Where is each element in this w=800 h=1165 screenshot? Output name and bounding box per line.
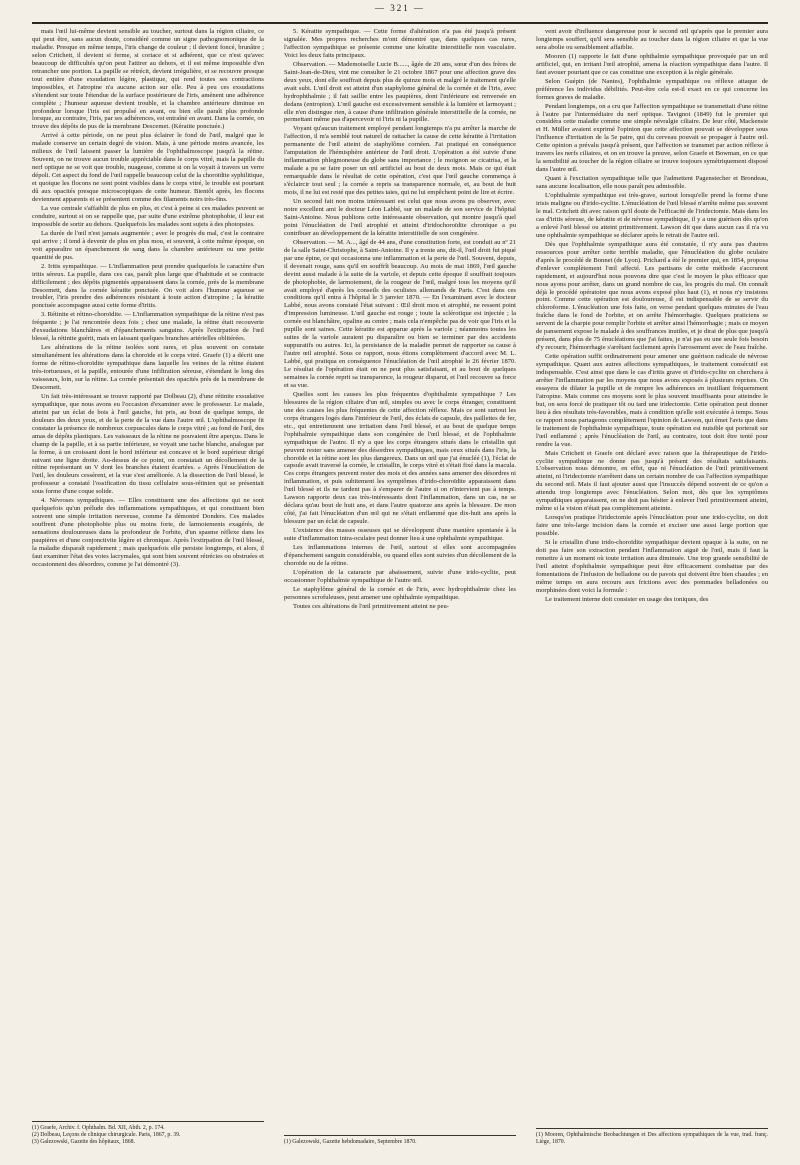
paragraph: Mais Critchett et Graefe ont déclaré avec raison que la thérapeutique de l'irido-cyclite sympathique ne donne pas jusqu'à présent des résultats satisfaisants. L'observation nous démontre, en effet, que ni l'énucléation de l'œil primitivement atteint, ni l'iridectomie n'arrêtent dans un certain nombre de cas l'affection sympathique du second œil. Mais il faut ajouter aussi que l'insuccès dépend souvent de ce qu'on a attendu trop longtemps avec l'énucléation. Selon moi, dès que les symptômes sympathiques apparaissent, on ne doit pas hésiter à enlever l'œil primitivement atteint, même si la vision n'était pas complètement atteinte.	[536, 449, 768, 513]
paragraph: Toutes ces altérations de l'œil primitivement atteint ne peu-	[293, 602, 449, 610]
header-rule	[32, 22, 768, 24]
paragraph: Lorsqu'on pratique l'iridectomie après l'énucléation pour une irido-cyclite, on doit faire une très-large incision dans la cornée et exciser une aussi large portion que possible.	[536, 514, 768, 538]
paragraph: Quant à l'excitation sympathique telle que l'admettent Pagenstecher et Brondeau, sans aucune localisation, elle nous paraît peu admissible.	[536, 175, 768, 191]
paragraph: Arrivé à cette période, on ne peut plus éclairer le fond de l'œil, malgré que le malade conserve un certain degré de vision. Mais, à une période moins avancée, les milieux de l'œil laissent passer la lumière de l'ophthalmoscope jusqu'à la rétine. Souvent, on ne trouve aucun trouble appréciable dans le corps vitré, mais la papille du nerf optique ne se voit que trouble, nuageuse, comme si on la voyait à travers un verre dépoli. Cet aspect du fond de l'œil rappelle beaucoup celui de la choroïdite syphilitique, et quoique les flocons ne sont point visibles dans le corps vitré, le trouble est pourtant dû aux opacités presque microscopiques de cette humeur. Bientôt après, les flocons deviennent apparents et se présentent comme des filaments noirs très-fins.	[32, 132, 264, 204]
paragraph: 3. Rétinite et rétino-choroïdite. — L'inflammation sympathique de la rétine n'est pas fréquente ; je l'ai rencontrée deux fois ; chez une malade, la rétine était recouverte d'exsudations blanchâtres et d'épanchements sanguins. Après l'extirpation de l'œil blessé, la rétinite guérit, mais en laissant quelques branches artérielles oblitérées.	[32, 311, 264, 343]
paragraph: mais l'œil lui-même devient sensible au toucher, surtout dans la région ciliaire, ce qui peut être, sans aucun doute, considéré comme un signe pathognomonique de la maladie. Presque en même temps, l'iris change de couleur ; il devient foncé, brunâtre ; selon Critchett, il devient si ferme, si coriace et si adhérent, que ce n'est qu'avec beaucoup de difficultés qu'on peut l'attirer au dehors, et il est même impossible d'en retrancher une portion. La papille se rétrécit, devient irrégulière, et se recouvre presque tout entière d'une exsudation légère, plastique, qui rend toutes ses contractions impossibles, et l'atropine n'a aucune action sur elle. Peu à peu ces exsudations s'étendent sur toute l'étendue de la surface postérieure de l'iris, amènent une adhérence complète ; l'humeur aqueuse devient trouble, et la chambre antérieure diminue en profondeur lorsque l'iris est propulsé en avant, ou bien elle paraît plus profonde lorsque, au contraire, l'iris, par ses adhérences, est entraîné en avant. Dans la cornée, on trouve des dépôts de pus de la membrane Descemet. (Kératite ponctuée.)	[32, 28, 264, 131]
paragraph: vent avoir d'influence dangereuse pour le second œil qu'après que le premier aura longtemps souffert, qu'il sera sensible au toucher dans la région ciliaire et que la vue sera abolie ou sensiblement affaiblie.	[536, 28, 768, 51]
paragraph: L'ophthalmie sympathique est très-grave, surtout lorsqu'elle prend la forme d'une irisis maligne ou d'irido-cyclite. L'énucléation de l'œil blessé n'arrête même pas souvent le mal. Critchett dit avec raison qu'il doute de l'efficacité de l'iridectomie. Mais dans les cas d'iritis séreuse, de kératite et de névrose sympathique, il y a une guérison dès qu'on a enlevé l'œil blessé ou atteint primitivement. Lawson dit que dans aucun cas il n'a vu une ophthalmie sympathique se déclarer après le retrait de l'autre œil.	[536, 192, 768, 239]
paragraph: La durée de l'œil n'est jamais augmentée ; avec le progrès du mal, c'est le contraire qui arrive ; il tend à devenir de plus en plus mou, et souvent, à cette même époque, on voit apparaître un épanchement de sang dans la chambre antérieure ou une petite quantité de pus.	[32, 229, 264, 261]
footnote: (1) Mooren, Ophthalmische Beobachtungen et Des affections sympathiques de la vue, trad. franç. Liège, 1870.	[536, 1132, 768, 1145]
footnotes-left	[32, 1121, 264, 1146]
footnotes-right	[536, 1128, 768, 1146]
paragraph: Voyant qu'aucun traitement employé pendant longtemps n'a pu arrêter la marche de l'affection, il m'a semblé tout naturel de rattacher la cause de cette kératite à l'irritation permanente de l'œil atteint de staphylôme cornéen. J'ai pratiqué en conséquence l'amputation de l'hémisphère antérieur de l'œil droit. L'opération a été suivie d'une inflammation phlegmoneuse du globe sans importance ; le moignon se cicatrisa, et la malade a pu se faire poser un œil artificiel au bout de deux mois. Mais ce qui était remarquable dans le résultat de cette opération, c'est que l'œil gauche commença à s'éclaircir tout seul ; la cornée a repris sa transparence normale, et, au bout de huit mois, il ne lui est resté que des petites taies, qui ne lui empêchent point de lire et écrire.	[284, 125, 516, 197]
text-column-middle	[284, 28, 516, 1152]
text-column-right	[536, 28, 768, 1152]
column-body	[32, 28, 264, 569]
paragraph: 5. Kératite sympathique. — Cette forme d'altération n'a pas été jusqu'à présent signalée. Mes propres recherches m'ont démontré que, dans quelques cas rares, l'affection sympathique se présente comme une kératite interstitielle non vasculaire. Voici les deux faits principaux.	[284, 28, 516, 59]
paragraph: Un second fait non moins intéressant est celui que nous avons pu observer, avec notre excellent ami le docteur Léon Labbé, sur un malade de son service de l'hôpital Saint-Antoine. Nous publions cette intéressante observation, qui montre jusqu'à quel point l'énucléation de l'œil atrophié et atteint d'iridochoroïdite chronique a pu contribuer au développement de la kératite interstitielle de son congénère.	[284, 198, 516, 237]
footnote: (1) Graefe, Archiv. f. Ophthalm. Bd. XII, Abth. 2, p. 174.	[32, 1125, 165, 1131]
page-number: — 321 —	[375, 3, 425, 13]
footnote: (2) Dolbeau, Leçons de clinique chirurgicale. Paris, 1867, p. 39.	[32, 1132, 181, 1138]
paragraph: La vue centrale s'affaiblit de plus en plus, et c'est à peine si ces malades peuvent se conduire, surtout si on se rappelle que, par suite d'une extrême photophobie, il leur est impossible de sortir au dehors. Quelquefois les malades sont sujets à des photopsies.	[32, 204, 264, 228]
column-body	[536, 28, 768, 604]
paragraph: Observation. — Mademoiselle Lucie B......, âgée de 20 ans, sœur d'un des frères de Saint-Jean-de-Dieu, vint me consulter le 21 octobre 1867 pour une affection grave des deux yeux, dont elle souffrait depuis plus de quinze mois et malgré le traitement qu'elle avait subi. L'œil droit est atteint d'un staphylome général de la cornée et de l'iris, avec hydrophthalmie ; il fait saillie entre les paupières, dont l'inférieure est renversée en dedans (entropion). L'œil gauche est excessivement sensible à la lumière et larmoyant ; elle n'en distingue rien, à cause d'une infiltration générale interstitielle de la cornée, ne permettant même pas d'apercevoir ni l'iris ni la pupille.	[284, 60, 516, 124]
paragraph: Le traitement interne doit consister en usage des toniques, des	[545, 595, 709, 603]
paragraph: Les altérations de la rétine isolées sont rares, et plus souvent on constate simultanément les altérations dans la choroïde et le corps vitré. Graefe (1) a décrit une forme de rétino-choroïdite sympathique dans laquelle les veines de la rétine étaient très-tortueuses, et la papille, entourée d'une infiltration séreuse, s'étendant le long des vaisseaux, loin, sur la rétine. La cornée présentait des opacités près de la membrane de Descemett.	[32, 344, 264, 391]
paragraph: Selon Guépin (de Nantes), l'ophthalmie sympathique ou réflexe attaque de préférence les individus débilités. Peut-être cela est-il exact en ce qui concerne les formes graves de maladie.	[536, 77, 768, 101]
paragraph: L'opération de la cataracte par abaissement, suivie d'une irido-cyclite, peut occasionner l'ophthalmie sympathique de l'autre œil.	[284, 568, 516, 584]
text-column-left	[32, 28, 264, 1152]
paragraph: L'existence des masses osseuses qui se développent d'une manière spontanée à la suite d'inflammation intra-oculaire peut donner lieu à une ophthalmie sympathique.	[284, 527, 516, 543]
paragraph: Mooren (1) rapporte le fait d'une ophthalmie sympathique provoquée par un œil artificiel, qui, en irritant l'œil atrophié, amena la réaction sympathique dans l'autre. Il faut avouer pourtant que ce cas constitue une exception à la règle générale.	[536, 52, 768, 76]
paragraph: Les inflammations internes de l'œil, surtout si elles sont accompagnées d'épanchement sanguin considérable, ou quand elles sont suivies d'un décollement de la choroïde ou de la rétine.	[284, 544, 516, 567]
paragraph: Dès que l'ophthalmie sympathique aura été constatée, il n'y aura pas d'autres ressources pour arrêter cette terrible maladie, que l'énucléation du globe oculaire d'après le procédé de Bonnet (de Lyon). Prichard a été le premier qui, en 1854, proposa d'enlever complètement l'œil affecté. Les partisans de cette méthode s'accrurent rapidement, et aujourd'hui nous pouvons dire que c'est le moyen le plus efficace que nous ayons pour arrêter, dans un grand nombre de cas, les progrès du mal. On connaît déjà le procédé opératoire que nous avons exposé plus haut (1), et nous n'y insistons point. Comme cette opération est douloureuse, il est indispensable de se servir du chloroforme. L'énucléation une fois faite, on verse pendant quelques minutes de l'eau fraîche dans le fond de l'orbite, et on arrête l'hémorrhagie. Quelques praticiens se servent de la charpie pour remplir l'orbite et arrêter ainsi l'hémorrhagie ; mais ce moyen de pansement expose le malade à des souffrances inutiles, et je dirai de plus que jusqu'à présent, dans plus de 75 énucléations que j'ai faites, je n'ai pas eu une seule fois besoin d'y recourir, l'hémorrhagie s'arrêtant facilement après l'arrosement avec de l'eau fraîche.	[536, 240, 768, 352]
column-body	[284, 28, 516, 611]
paragraph: Pendant longtemps, on a cru que l'affection sympathique se transmettait d'une rétine à l'autre par l'intermédiaire du nerf optique. Tavignot (1849) fut le premier qui considéra cette maladie comme une simple névralgie ciliaire. De leur côté, Mackensie et H. Müller avaient exprimé l'opinion que cette affection pouvait se développer sous l'influence d'irritation de la 5e paire, qui du cerveau pouvait se propager à l'autre œil. Cette opinion a prévalu jusqu'à présent, que l'affection se transmet par action réflexe à travers les nerfs ciliaires, et on en trouve la preuve, selon Graefe et Bowman, en ce que la sensibilité au toucher de la région ciliaire se trouve toujours symétriquement disposé dans l'autre œil.	[536, 102, 768, 174]
footnote: (3) Galezowski, Gazette des hôpitaux, 1868.	[32, 1139, 136, 1145]
paragraph: Un fait très-intéressant se trouve rapporté par Dolbeau (2), d'une rétinite exsudative sympathique, que nous avons eu l'occasion d'examiner avec le professeur. Le malade, atteint par un éclat de bois à l'œil gauche, fut pris, au bout de quelque temps, de douleurs des deux yeux, et de la perte de la vue dans l'autre œil. L'ophthalmoscope fit constater la présence de nombreux corpuscules dans le corps vitré ; au fond de l'œil, des amas de dépôts plastiques. Les vaisseaux de la rétine ne pouvaient être aperçus. Dans le champ de la papille, et à sa partie inférieure, se voyait une tache blanche, analogue par la forme, à un croissant dont le bord inférieur est concave et le bord supérieur dirigé suivant une ligne droite. Au-dessus de ce point, on constatait un décollement de la rétine représentant un V dont les branches étaient écartées. » Après l'énucléation de l'œil, les douleurs cessèrent, et la vue s'est améliorée. A la dissection de l'œil blessé, le professeur a constaté l'ossification du tissu cellulaire sous-rétinien qui se présentait sous forme d'une coque solide.	[32, 392, 264, 496]
paragraph: Le staphylôme général de la cornée et de l'iris, avec hydrophthalmie chez les personnes scrofuleuses, peut amener une ophthalmie sympathique.	[284, 585, 516, 601]
paragraph: Si le cristallin d'une irido-choroïdite sympathique devient opaque à la suite, on ne doit pas faire son extraction pendant l'inflammation aiguë de l'œil, mais il faut la remettre à un moment où toute irritation aura diminuée. Une trop grande sensibilité de l'œil atteint d'ophthalmie sympathique peut être efficacement combattue par des fomentations de l'infusion de belladone ou de pavots qui doivent être bien chaudes ; en même temps on aura recours aux frictions avec des pommades belladonées ou morphinées dont voici la formule :	[536, 539, 768, 594]
paragraph: Quelles sont les causes les plus fréquentes d'ophthalmie sympathique ? Les blessures de la région ciliaire d'un œil, simples ou avec le corps étranger, constituent une des causes les plus fréquentes de cette affection réflexe. Mais ce sont surtout les corps étrangers logés dans l'intérieur de l'œil, des éclats de capsule, des paillettes de fer, etc., qui entretiennent une irritation dans l'œil blessé, et au bout de quelque temps l'ophthalmie sympathique dans son congénère de l'œil blessé, et de l'ophthalmie sympathique de l'autre. Il n'y a que les corps étrangers situés dans le cristallin qui peuvent rester sans amener des désordres sympathiques, mais ceux situés dans l'iris, la choroïde et la rétine sont les plus dangereux. Dans un œil que j'ai énucléé (1), l'éclat de capsule avait traversé la cornée, le cristallin, le corps vitré et s'était fixé dans la macula. Ces corps étrangers peuvent rester des mois et des années sans amener des désordres ni inflammation, et puis subitement les symptômes d'irido-choroïdite apparaissent dans l'œil blessé et ils ne tardent pas à s'emparer de l'autre si on n'intervient pas à temps. Lawson rapporte deux cas très-intéressants dont l'inflammation, dans un cas, ne se déclara qu'au bout de huit ans, et dans l'autre quatorze ans après la blessure. De mon côté, j'ai fait l'énucléation d'un œil qui ne s'était enflammé que dix-huit ans après la blessure par un éclat de capsule.	[284, 390, 516, 526]
footnotes-middle	[284, 1135, 516, 1146]
paragraph: 2. Iritis sympathique. — L'inflammation peut prendre quelquefois le caractère d'un iritis séreux. La pupille, dans ces cas, paraît plus large que d'habitude et se contracte difficilement ; des dépôts pigmentés apparaissent dans la cornée, près de la membrane Descemett, dans la cornée kératite ponctuée. On voit alors l'humeur aqueuse se troubler, l'iris prendre des adhérences résistant à toute action d'atropine ; la kératite ponctuée accompagne aussi cette forme d'iritis.	[32, 262, 264, 310]
paragraph: Cette opération suffit ordinairement pour amener une guérison radicale de névrose sympathique. Quant aux autres affections sympathiques, le traitement consécutif est indispensable. C'est ainsi que dans le cas d'iritis grave et d'irido-cyclite on cherchera à arrêter l'inflammation par les moyens que nous avons exposés à plusieurs reprises. On essayera de dilater la pupille et de rompre les adhérences en instillant fréquemment l'atropine. Mais comme ces moyens sont le plus souvent insuffisants pour atteindre le but, on sera forcé de pratiquer tôt ou tard une iridectomie. Cette opération peut donner lieu à des résultats très-favorables, mais à condition qu'elle soit exécutée à temps. Sous ce rapport nous partageons complètement l'opinion de Lawson, qui émet l'avis que dans le traitement de l'ophthalmie sympathique, toute opération est nuisible qui porterait sur l'œil enflammé ; après l'énucléation de l'œil, au contraire, tout doit être tenté pour rendre la vue.	[536, 353, 768, 448]
paragraph: 4. Névroses sympathiques. — Elles constituent une des affections qui ne sont quelquefois qu'un prélude des inflammations sympathiques, et qui constituent bien souvent une simple irritation nerveuse, comme l'a démontré Donders. Ces malades souffrent d'une photophobie plus ou moins forte, de larmoiements exagérés, de sensations douloureuses dans la profondeur de l'orbite, d'un spasme réflexe dans les paupières et d'une conjonctivite légère et chronique. Après l'extirpation de l'œil blessé, la maladie disparaît rapidement ; mais quelquefois elle persiste longtemps, et alors, il faut examiner l'état des voies lacrymales, qui sont bien souvent rétrécies ou obstruées et occasionnent des désordres, comme je l'ai démontré (3).	[32, 497, 264, 568]
footnote: (1) Galezowski, Gazette hebdomadaire, Septembre 1870.	[284, 1139, 417, 1145]
paragraph: Observation. — M. A..., âgé de 44 ans, d'une constitution forte, est conduit au nº 21 de la salle Saint-Christophe, à Saint-Antoine. Il y a trente ans, dit-il, l'œil droit fut piqué par une épine, ce qui occasionna une inflammation et la perte de l'œil. Souvent, depuis, il devenait rouge, sans qu'il en souffrît beaucoup. Au mois de mai 1869, l'œil gauche devint aussi malade à la suite de la variole, et depuis cette époque il souffrait toujours de photophobie, de larmoiement, de la rougeur de l'œil, malgré tous les moyens qu'il avait employé d'après les conseils des oculistes allemands de Paris. C'est dans ces conditions qu'il entra à l'hôpital le 3 janvier 1870. — En l'examinant avec le docteur Labbé, nous avons constaté l'état suivant : Œil droit mou et atrophié, ne ressent point d'impression lumineuse. L'œil gauche est rouge ; toute la sclérotique est injectée ; la cornée est blanchâtre, opaline au centre ; mais cela n'empêche pas de voir que l'iris et la pupille sont saines. Cette kératite est apparue après la variole ; néanmoins toutes les suites de la variole auraient pu disparaître ou bien se terminer par des accidents suppuratifs ou autres. Ici, la persistance de la maladie permet de rapporter sa cause à l'autre œil atrophié. Sous ce rapport, nous étions complètement d'accord avec M. L. Labbé, qui pratiqua en conséquence l'énucléation de l'œil atrophié le 26 février 1870. Le résultat de l'opération était on ne peut plus satisfaisant, et au bout de quelques semaines la cornée reprit sa transparence, la rougeur disparut, et l'œil recouvre sa force et sa vue.	[284, 238, 516, 389]
